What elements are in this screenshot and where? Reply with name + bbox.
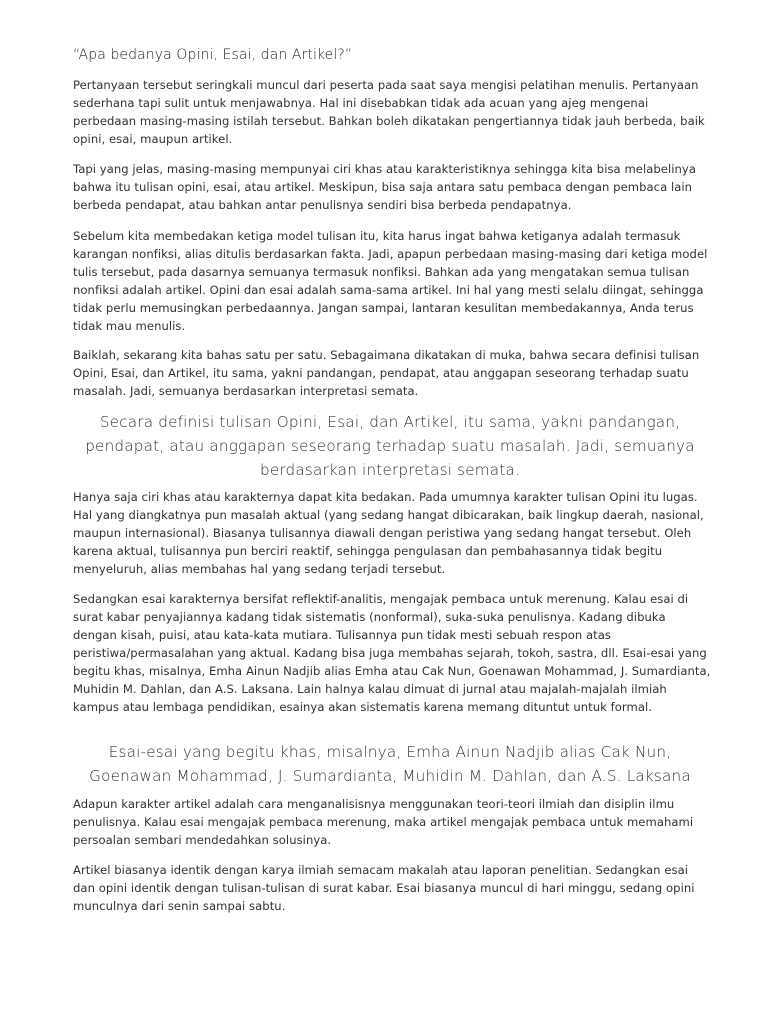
- pull-quote-esai-authors: Esai-esai yang begitu khas, misalnya, Emha Ainun Nadjib alias Cak Nun, Goenawan Mohammad, J. Sumardianta, Muhidin M. Dahlan, dan A.S. Laksana: [89, 743, 691, 785]
- paragraph-characteristics: Tapi yang jelas, masing-masing mempunyai ciri khas atau karakteristiknya sehingga kita bisa melabelinya bahwa itu tulisan opini, esai, atau artikel. Meskipun, bisa saja antara satu pembaca dengan pembaca lain berbeda pendapat, atau bahkan antar penulisnya sendiri bisa berbeda pendapatnya.: [73, 162, 696, 212]
- paragraph-intro: Pertanyaan tersebut seringkali muncul dari peserta pada saat saya mengisi pelatihan menulis. Pertanyaan sederhana tapi sulit untuk menjawabnya. Hal ini disebabkan tidak ada acuan yang ajeg mengenai perbedaan masing-masing istilah tersebut. Bahkan boleh dikatakan pengertiannya tidak jauh berbeda, baik opini, esai, maupun artikel.: [73, 78, 705, 146]
- paragraph-comparison: Artikel biasanya identik dengan karya ilmiah semacam makalah atau laporan penelitian. Sedangkan esai dan opini identik dengan tulisan-tulisan di surat kabar. Esai biasanya muncul di hari minggu, sedang opini munculnya dari senin sampai sabtu.: [73, 863, 695, 913]
- paragraph-opini: Hanya saja ciri khas atau karakternya dapat kita bedakan. Pada umumnya karakter tulisan Opini itu lugas. Hal yang diangkatnya pun masalah aktual (yang sedang hangat dibicarakan, baik lingkup daerah, nasional, maupun internasional). Biasanya tulisannya diawali dengan peristiwa yang sedang hangat tersebut. Oleh karena aktual, tulisannya pun berciri reaktif, sehingga pengulasan dan pembahasannya tidak begitu menyeluruh, alias membahas hal yang sedang terjadi tersebut.: [73, 490, 704, 576]
- paragraph-esai: Sedangkan esai karakternya bersifat reflektif-analitis, mengajak pembaca untuk merenung. Kalau esai di surat kabar penyajiannya kadang tidak sistematis (nonformal), suka-suka penulisnya. Kadang dibuka dengan kisah, puisi, atau kata-kata mutiara. Tulisannya pun tidak mesti sebuah respon atas peristiwa/permasalahan yang aktual. Kadang bisa juga membahas sejarah, tokoh, sastra, dll. Esai-esai yang begitu khas, misalnya, Emha Ainun Nadjib alias Emha atau Cak Nun, Goenawan Mohammad, J. Sumardianta, Muhidin M. Dahlan, dan A.S. Laksana. Lain halnya kalau dimuat di jurnal atau majalah-majalah ilmiah kampus atau lembaga pendidikan, esainya akan sistematis karena memang dituntut untuk formal.: [73, 592, 711, 714]
- document-title: “Apa bedanya Opini, Esai, dan Artikel?”: [73, 47, 353, 63]
- paragraph-nonfiction: Sebelum kita membedakan ketiga model tulisan itu, kita harus ingat bahwa ketiganya adalah termasuk karangan nonfiksi, alias ditulis berdasarkan fakta. Jadi, apapun perbedaan masing-masing dari ketiga model tulis tersebut, pada dasarnya semuanya termasuk nonfiksi. Bahkan ada yang mengatakan semua tulisan nonfiksi adalah artikel. Opini dan esai adalah sama-sama artikel. Ini hal yang mesti selalu diingat, sehingga tidak perlu memusingkan perbedaannya. Jangan sampai, lantaran kesulitan membedakannya, Anda terus tidak mau menulis.: [73, 229, 708, 333]
- paragraph-artikel: Adapun karakter artikel adalah cara menganalisisnya menggunakan teori-teori ilmiah dan disiplin ilmu penulisnya. Kalau esai mengajak pembaca merenung, maka artikel mengajak pembaca untuk memahami persoalan sembari mendedahkan solusinya.: [73, 797, 694, 847]
- pull-quote-definition: Secara definisi tulisan Opini, Esai, dan Artikel, itu sama, yakni pandangan, pendapat, atau anggapan seseorang terhadap suatu masalah. Jadi, semuanya berdasarkan interpretasi semata.: [85, 413, 695, 479]
- paragraph-definition: Baiklah, sekarang kita bahas satu per satu. Sebagaimana dikatakan di muka, bahwa secara definisi tulisan Opini, Esai, dan Artikel, itu sama, yakni pandangan, pendapat, atau anggapan seseorang terhadap suatu masalah. Jadi, semuanya berdasarkan interpretasi semata.: [73, 348, 700, 398]
